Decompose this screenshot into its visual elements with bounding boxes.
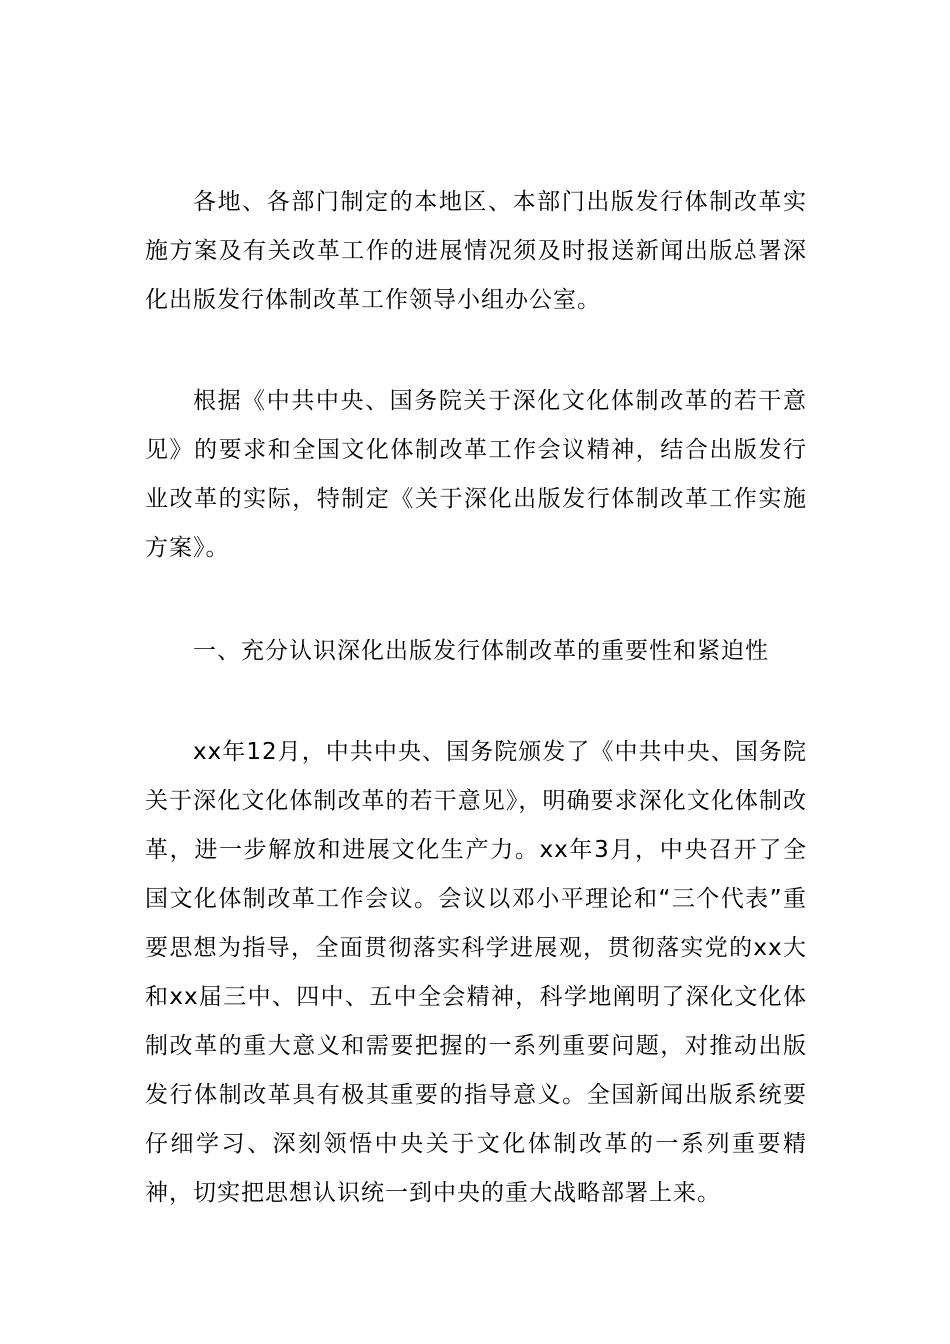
paragraph-background: xx年12月，中共中央、国务院颁发了《中共中央、国务院关于深化文化体制改革的若干意见》，明确要求深化文化体制改革，进一步解放和进展文化生产力。xx年3月，中央召开了全国文化体制改革工作会议。会议以邓小平理论和“三个代表”重要思想为指导，全面贯彻落实科学进展观，贯彻落实党的xx大和xx届三中、四中、五中全会精神，科学地阐明了深化文化体制改革的重大意义和需要把握的一系列重要问题，对推动出版发行体制改革具有极其重要的指导意义。全国新闻出版系统要仔细学习、深刻领悟中央关于文化体制改革的一系列重要精神，切实把思想认识统一到中央的重大战略部署上来。 — [145, 739, 807, 1206]
section-heading-one: 一、充分认识深化出版发行体制改革的重要性和紧迫性 — [193, 638, 769, 664]
document-body — [145, 178, 807, 1218]
paragraph-report-submission: 各地、各部门制定的本地区、本部门出版发行体制改革实施方案及有关改革工作的进展情况须及时报送新闻出版总署深化出版发行体制改革工作领导小组办公室。 — [145, 189, 807, 313]
paragraph-basis: 根据《中共中央、国务院关于深化文化体制改革的若干意见》的要求和全国文化体制改革工作会议精神，结合出版发行业改革的实际，特制定《关于深化出版发行体制改革工作实施方案》。 — [145, 388, 807, 561]
